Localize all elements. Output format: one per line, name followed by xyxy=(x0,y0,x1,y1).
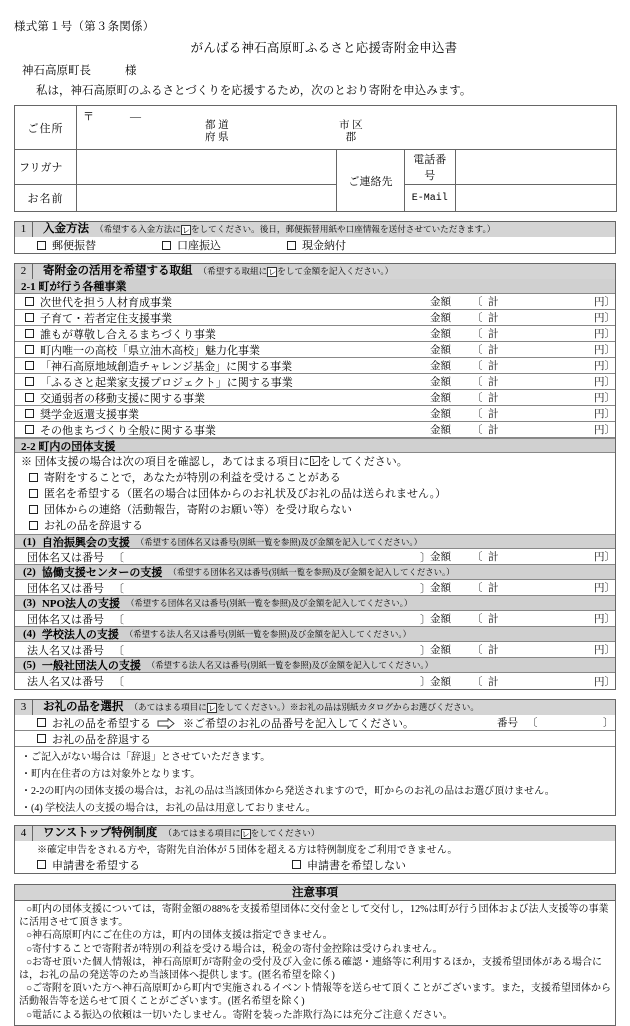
checkbox-postal-transfer[interactable] xyxy=(37,241,46,250)
subsection-2-2-title: 2-2 町内の団体支援 xyxy=(15,438,615,453)
amount-field[interactable]: 金額 〔 計 円〕 xyxy=(430,425,615,436)
checkbox-no-contact[interactable] xyxy=(29,505,38,514)
group-title: 一般社団法人の支援 xyxy=(41,660,141,672)
project-label: 交通弱者の移動支援に関する事業 xyxy=(40,392,205,405)
check-glyph-icon: レ xyxy=(241,830,250,839)
section-1-bar xyxy=(14,221,616,237)
group-check-row xyxy=(15,469,615,485)
onestop-yes-label: 申請書を希望する xyxy=(52,859,140,872)
checkbox-project-3[interactable] xyxy=(25,345,34,354)
amount-field[interactable]: 金額 〔 計 円〕 xyxy=(430,552,615,563)
group-check-label: お礼の品を辞退する xyxy=(44,520,143,532)
amount-field[interactable]: 金額 〔 計 円〕 xyxy=(430,345,615,356)
section-1 xyxy=(14,221,616,254)
amount-field[interactable]: 金額 〔 計 円〕 xyxy=(430,329,615,340)
gift-decline-row xyxy=(15,731,615,747)
project-label: 次世代を担う人材育成事業 xyxy=(40,296,172,309)
tel-label: 電話番号 xyxy=(405,150,455,184)
check-glyph-icon: レ xyxy=(310,457,319,466)
group-entry-row-1 xyxy=(15,549,615,565)
amount-field[interactable]: 金額 〔 計 円〕 xyxy=(430,297,615,308)
group-header-1 xyxy=(15,534,615,549)
subsection-2-1-title: 2-1 町が行う各種事業 xyxy=(15,279,615,294)
section-1-number: 1 xyxy=(15,222,33,237)
section-2-body xyxy=(14,279,616,690)
group-check-row xyxy=(15,501,615,517)
check-glyph-icon: レ xyxy=(268,268,277,277)
checkbox-anonymous[interactable] xyxy=(29,489,38,498)
project-row xyxy=(15,310,615,326)
checkbox-project-0[interactable] xyxy=(25,297,34,306)
project-label: 奨学金返還支援事業 xyxy=(40,408,139,421)
addressee-name: 神石高原町長 xyxy=(22,65,91,77)
group-note: （希望する団体名又は番号(別紙一覧を参照)及び金額を記入してください。） xyxy=(126,599,413,608)
gift-decline-label: お礼の品を辞退する xyxy=(52,733,151,746)
bracket-left: 〔 xyxy=(113,613,124,626)
payment-options xyxy=(15,237,615,253)
group-number: (2) xyxy=(23,566,36,578)
project-row xyxy=(15,342,615,358)
gift-bullet: ・2-2の町内の団体支援の場合は，お礼の品は当該団体から発送されますので，町からのお礼の品はお選び頂けません。 xyxy=(21,786,555,797)
group-header-5 xyxy=(15,658,615,673)
checkbox-project-2[interactable] xyxy=(25,329,34,338)
attention-item: ○町内の団体支援については，寄附金額の88%を支援希望団体に交付金として交付し，12%は町が行う団体および法人支援等の事業に活用させて頂きます。 xyxy=(19,904,609,929)
address-row xyxy=(15,106,617,150)
bracket-left: 〔 xyxy=(113,551,124,564)
checkbox-onestop-yes[interactable] xyxy=(37,860,46,869)
checkbox-onestop-no[interactable] xyxy=(292,860,301,869)
bracket-right: 〕 xyxy=(420,676,431,688)
attention-title: 注意事項 xyxy=(14,884,616,901)
group-note: （希望する団体名又は番号(別紙一覧を参照)及び金額を記入してください。） xyxy=(135,537,422,547)
checkbox-project-8[interactable] xyxy=(25,425,34,434)
section-3-number: 3 xyxy=(15,700,33,715)
gift-number-label: 番号 xyxy=(497,718,518,729)
group-check-label: 匿名を希望する（匿名の場合は団体からのお礼状及びお礼の品は送られません。） xyxy=(44,488,447,500)
checkbox-project-7[interactable] xyxy=(25,409,34,418)
gift-want-row xyxy=(15,715,615,731)
checkbox-gift-want[interactable] xyxy=(37,718,46,727)
attention-item: ○寄付することで寄附者が特別の利益を受ける場合は，税金の寄付金控除は受けられません。 xyxy=(26,943,443,955)
group-note: （希望する団体名又は番号(別紙一覧を参照)及び金額を記入してください。） xyxy=(168,568,455,577)
bracket-left: 〔 xyxy=(113,676,124,688)
section-2 xyxy=(14,263,616,690)
furigana-input[interactable] xyxy=(77,150,337,185)
group-entry-label: 法人名又は番号 xyxy=(27,644,104,657)
section-4 xyxy=(14,825,616,874)
project-label: その他まちづくり全般に関する事業 xyxy=(40,424,216,437)
section-2-bar xyxy=(14,263,616,279)
onestop-options xyxy=(15,856,615,873)
group-entry-row-3 xyxy=(15,611,615,627)
project-label: 子育て・若者定住支援事業 xyxy=(40,312,172,325)
checkbox-project-5[interactable] xyxy=(25,377,34,386)
section-3-body xyxy=(14,715,616,816)
group-check-label: 寄附をすることで，あなたが特別の利益を受けることがある xyxy=(44,472,341,484)
email-label: E-Mail xyxy=(405,185,455,211)
check-glyph-icon: レ xyxy=(181,226,190,235)
attention-item: ○ご寄附を頂いた方へ神石高原町から町内で実施されるイベント情報等を送らせて頂くことがございます。また，支援希望団体から活動報告等を送らせて頂くことがございます。(匿名希望を除く) xyxy=(19,983,611,1008)
amount-field[interactable]: 金額 〔 計 円〕 xyxy=(430,676,615,688)
group-number: (5) xyxy=(23,659,36,671)
section-3 xyxy=(14,699,616,816)
address-input[interactable] xyxy=(77,106,617,150)
city-label: 市 区 郡 xyxy=(339,120,363,143)
project-label: 町内唯一の高校「県立油木高校」魅力化事業 xyxy=(40,344,260,357)
group-check-row xyxy=(15,485,615,501)
section-1-note: （希望する入金方法にレをしてください。後日，郵便振替用紙や口座情報を送付させていただきます。） xyxy=(95,224,496,235)
project-row xyxy=(15,390,615,406)
attention-body xyxy=(14,901,616,1026)
page-title: がんばる神石高原町ふるさと応援寄附金申込書 xyxy=(190,41,458,55)
attention-item: ○電話による振込の依頼は一切いたしません。寄附を装った詐欺行為には充分ご注意ください。 xyxy=(26,1009,453,1021)
section-1-title: 入金方法 xyxy=(43,223,89,235)
group-header-2 xyxy=(15,565,615,580)
group-title: 学校法人の支援 xyxy=(41,629,119,641)
checkbox-special-benefit[interactable] xyxy=(29,473,38,482)
group-title: 協働支援センターの支援 xyxy=(41,567,163,579)
checkbox-project-4[interactable] xyxy=(25,361,34,370)
amount-field[interactable]: 金額 〔 計 円〕 xyxy=(430,583,615,594)
group-entry-label: 団体名又は番号 xyxy=(27,551,104,564)
section-4-note: （あてはまる項目にレをしてください） xyxy=(163,828,320,839)
group-entry-row-5 xyxy=(15,673,615,689)
bracket-left: 〔 xyxy=(113,644,124,657)
section-2-number: 2 xyxy=(15,264,33,279)
project-row xyxy=(15,374,615,390)
gift-number-field[interactable]: 番号 〔 〕 xyxy=(497,715,615,730)
checkbox-decline-gift[interactable] xyxy=(29,521,38,530)
addressee-line xyxy=(22,62,630,78)
group-entry-label: 団体名又は番号 xyxy=(27,582,104,595)
group-entry-label: 団体名又は番号 xyxy=(27,613,104,626)
section-4-number: 4 xyxy=(15,826,33,841)
attention-item: ○神石高原町内にご在住の方は，町内の団体支援は指定できません。 xyxy=(26,930,333,942)
lead-sentence: 私は，神石高原町のふるさとづくりを応援するため，次のとおり寄附を申込みます。 xyxy=(36,85,472,97)
amount-field[interactable]: 金額 〔 計 円〕 xyxy=(430,409,615,420)
contact-email-cell xyxy=(405,185,617,212)
bracket-right: 〕 xyxy=(420,613,431,626)
check-glyph-icon: レ xyxy=(207,704,216,713)
section-3-title: お礼の品を選択 xyxy=(43,701,124,713)
amount-field[interactable]: 金額 〔 計 円〕 xyxy=(430,313,615,324)
bracket-right: 〕 xyxy=(420,551,431,564)
gift-number-input[interactable] xyxy=(535,715,603,730)
group-title: NPO法人の支援 xyxy=(41,598,121,610)
onestop-warning: ※確定申告をされる方や，寄附先自治体が５団体を超える方は特例制度をご利用できません。 xyxy=(37,845,458,856)
group-title: 自治振興会の支援 xyxy=(41,536,130,549)
group-entry-row-4 xyxy=(15,642,615,658)
furigana-row xyxy=(15,150,617,185)
bracket-right: 〕 xyxy=(420,644,431,657)
amount-field[interactable]: 金額 〔 計 円〕 xyxy=(430,361,615,372)
section-4-title: ワンストップ特例制度 xyxy=(43,827,158,839)
checkbox-cash-payment[interactable] xyxy=(287,241,296,250)
group-check-label: 団体からの連絡（活動報告，寄附のお願い等）を受け取らない xyxy=(44,504,352,516)
group-check-row xyxy=(15,517,615,533)
arrow-right-icon xyxy=(157,718,175,728)
onestop-no-label: 申請書を希望しない xyxy=(307,859,406,872)
gift-want-label: お礼の品を希望する xyxy=(52,717,151,730)
payment-option-label-1: 口座振込 xyxy=(177,240,221,252)
name-row xyxy=(15,185,617,212)
section-3-note: （あてはまる項目にレをしてください。）※お礼の品は別紙カタログからお選びください。 xyxy=(129,702,479,713)
payment-option-label-2: 現金納付 xyxy=(302,240,346,252)
contact-tel-cell xyxy=(405,150,617,185)
group-number: (1) xyxy=(23,535,36,548)
section-3-bar xyxy=(14,699,616,715)
section-1-body xyxy=(14,237,616,254)
gift-bullet: ・(4) 学校法人の支援の場合は，お礼の品は用意しておりません。 xyxy=(21,803,316,814)
amount-field[interactable]: 金額 〔 計 円〕 xyxy=(430,377,615,388)
group-number: (4) xyxy=(23,628,36,640)
prefecture-label: 都 道 府 県 xyxy=(205,120,229,143)
project-label: 「神石高原地域創造チャレンジ基金」に関する事業 xyxy=(40,360,293,373)
group-note: （希望する法人名又は番号(別紙一覧を参照)及び金額を記入してください。） xyxy=(146,661,433,670)
checkbox-project-1[interactable] xyxy=(25,313,34,322)
attention-box xyxy=(14,884,616,1026)
project-row xyxy=(15,406,615,422)
payment-option-label-0: 郵便振替 xyxy=(52,240,96,252)
group-note: （希望する法人名又は番号(別紙一覧を参照)及び金額を記入してください。） xyxy=(124,630,411,639)
name-input[interactable] xyxy=(77,185,337,212)
section-2-note: （希望する取組にレをして金額を記入ください。） xyxy=(198,266,394,277)
amount-field[interactable]: 金額 〔 計 円〕 xyxy=(430,645,615,656)
applicant-table xyxy=(14,105,617,212)
contact-label: ご連絡先 xyxy=(337,150,405,212)
amount-field[interactable]: 金額 〔 計 円〕 xyxy=(430,393,615,404)
addressee-honorific: 様 xyxy=(125,65,137,77)
attention-item: ○お寄せ頂いた個人情報は，神石高原町が寄附金の受付及び入金に係る確認・連絡等に利用するほか，支援希望団体がある場合には，お礼の品の発送等のため当該団体へ提供します。(匿名希望を除く) xyxy=(19,956,603,982)
project-label: 誰もが尊敬し合えるまちづくり事業 xyxy=(40,328,216,341)
checkbox-project-6[interactable] xyxy=(25,393,34,402)
group-entry-label: 法人名又は番号 xyxy=(27,676,104,688)
bracket-left: 〔 xyxy=(113,582,124,595)
email-input[interactable] xyxy=(455,185,616,211)
group-entry-row-2 xyxy=(15,580,615,596)
postal-code-field[interactable]: 〒 ― xyxy=(83,111,143,123)
group-header-4 xyxy=(15,627,615,642)
section-4-body xyxy=(14,841,616,874)
project-row xyxy=(15,294,615,310)
name-label: お名前 xyxy=(15,185,77,212)
section-4-bar xyxy=(14,825,616,841)
furigana-label: フリガナ xyxy=(15,150,77,185)
gift-bullet: ・ご記入がない場合は「辞退」とさせていただきます。 xyxy=(21,752,271,763)
project-label: 「ふるさと起業家支援プロジェクト」に関する事業 xyxy=(40,376,293,389)
project-row xyxy=(15,422,615,438)
section-2-title: 寄附金の活用を希望する取組 xyxy=(43,265,193,277)
project-row xyxy=(15,326,615,342)
form-page xyxy=(0,18,630,1021)
tel-input[interactable] xyxy=(455,150,616,184)
amount-field[interactable]: 金額 〔 計 円〕 xyxy=(430,614,615,625)
form-number: 様式第１号（第３条関係） xyxy=(14,21,155,33)
group-header-3 xyxy=(15,596,615,611)
checkbox-gift-decline[interactable] xyxy=(37,734,46,743)
gift-number-note: ※ご希望のお礼の品番号を記入してください。 xyxy=(183,717,414,730)
group-number: (3) xyxy=(23,597,36,609)
gift-bullet: ・町内在住者の方は対象外となります。 xyxy=(21,769,201,780)
project-row xyxy=(15,358,615,374)
checkbox-bank-transfer[interactable] xyxy=(162,241,171,250)
address-label: ご住所 xyxy=(15,106,77,150)
group-support-note: ※ 団体支援の場合は次の項目を確認し，あてはまる項目に レ をしてください。 xyxy=(21,456,408,468)
bracket-right: 〕 xyxy=(420,582,431,595)
